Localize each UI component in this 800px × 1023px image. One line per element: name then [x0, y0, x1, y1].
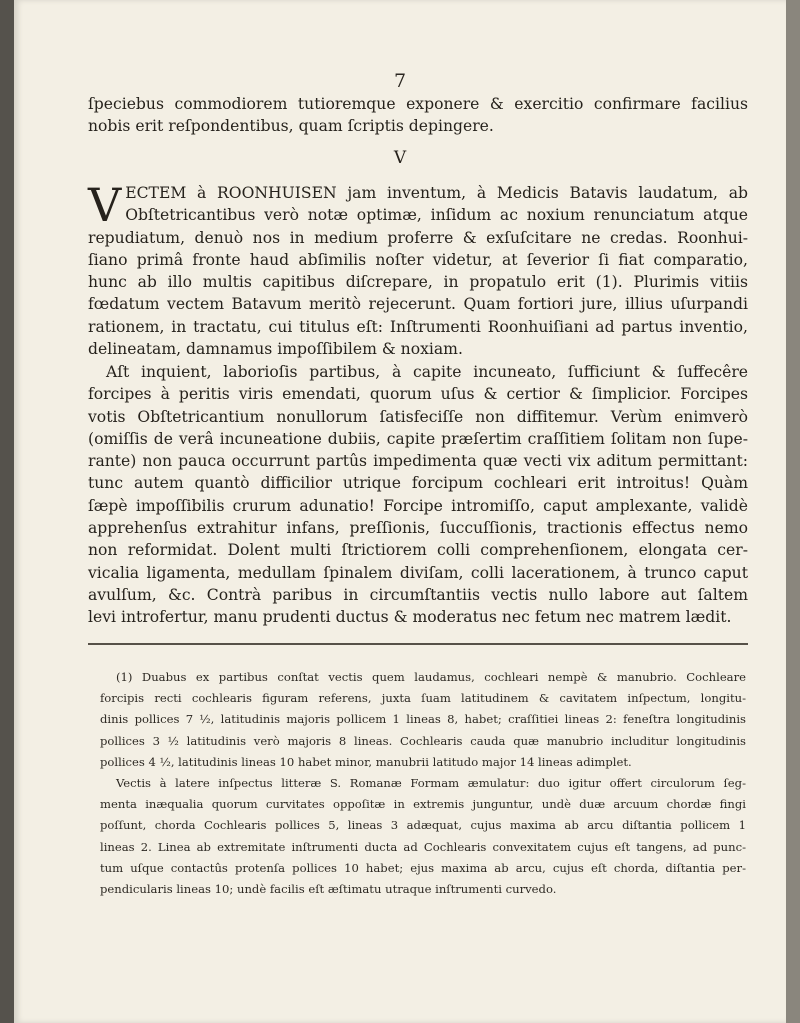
- text-line: tunc autem quantò difficilior utrique forcipum cochleari erit introitus! Quàm: [88, 474, 748, 493]
- text-line: ſæpè impoſſibilis crurum adunatio! Forcipe intromiſſo, caput amplexante, validè: [88, 496, 748, 515]
- drop-cap: V: [88, 178, 122, 232]
- footnote-line: menta inæqualia quorum curvitates oppoſitæ in extremis junguntur, undè duæ arcuum chordæ fingi: [100, 797, 746, 812]
- text-line: non reformidat. Dolent multi ſtrictiorem colli comprehenſionem, elongata cer-: [88, 541, 748, 560]
- page-edge-left: [0, 0, 14, 1023]
- footnote-line: poſſunt, chorda Cochlearis pollices 5, lineas 3 adæquat, cujus maxima ab arcu diſtantia pollicem 1: [100, 818, 746, 833]
- footnote-line: forcipis recti cochlearis figuram referens, juxta ſuam latitudinem & cavitatem inſpectum, longitu-: [100, 691, 746, 706]
- text-line: votis Obſtetricantium nonullorum ſatisfeciſſe non diffitemur. Verùm enimverò: [88, 407, 748, 426]
- text-line: avulſum, &c. Contrà paribus in circumſtantiis vectis nullo labore aut ſaltem: [88, 585, 748, 604]
- text-line: nobis erit reſpondentibus, quam ſcriptis depingere.: [88, 117, 494, 136]
- text-line: Aſt inquient, laborioſis partibus, à capite incuneato, ſufficiunt & ſuffecêre: [106, 363, 748, 381]
- text-line: ECTEM à ROONHUISEN jam inventum, à Medicis Batavis laudatum, ab: [125, 184, 748, 202]
- page-number: 7: [393, 70, 407, 92]
- footnote-line: pollices 4 ½, latitudinis lineas 10 habet minor, manubrii latitudo major 14 lineas adimplet.: [100, 754, 632, 769]
- book-page: [14, 0, 786, 1023]
- text-line: (omiſſis de verâ incuneatione dubiis, capite præſertim craſſitiem ſolitam non ſupe-: [88, 429, 748, 448]
- page-edge-right: [786, 0, 800, 1023]
- footnote-line: pendicularis lineas 10; undè facilis eſt æſtimatu utraque inſtrumenti curvedo.: [100, 882, 557, 897]
- footnote-line: (1) Duabus ex partibus conſtat vectis quem laudamus, cochleari nempè & manubrio. Cochleare: [116, 670, 746, 684]
- footnote-line: lineas 2. Linea ab extremitate inſtrumenti ducta ad Cochlearis convexitatem cujus eſt tangens, ad punc-: [100, 839, 746, 854]
- text-line: delineatam, damnamus impoſſibilem & noxiam.: [88, 340, 463, 359]
- text-line: repudiatum, denuò nos in medium proferre & exſuſcitare ne credas. Roonhui-: [88, 228, 748, 247]
- text-line: Obſtetricantibus verò notæ optimæ, inſidum ac noxium renunciatum atque: [125, 206, 748, 225]
- footnote-line: pollices 3 ½ latitudinis verò majoris 8 lineas. Cochlearis cauda quæ manubrio includitur longitudinis: [100, 733, 746, 748]
- text-line: ſiano primâ fronte haud abſimilis noſter videtur, at ſeverior ſi fiat comparatio,: [88, 250, 748, 269]
- text-line: fœdatum vectem Batavum meritò rejecerunt. Quam fortiori jure, illius uſurpandi: [88, 295, 748, 314]
- intro-paragraph: [88, 93, 748, 138]
- text-line: hunc ab illo multis capitibus diſcrepare, in propatulo erit (1). Plurimis vitiis: [88, 273, 748, 292]
- paragraph-2: [88, 361, 748, 629]
- section-mark: V: [393, 148, 407, 168]
- footnote-line: tum uſque contactûs protenſa pollices 10 habet; ejus maxima ab arcu, cujus eſt chorda, diſtantia per-: [100, 860, 746, 875]
- footnote-line: dinis pollices 7 ½, latitudinis majoris pollicem 1 lineas 8, habet; craſſitiei lineas 2: feneſtra longitudinis: [100, 712, 746, 727]
- text-line: rante) non pauca occurrunt partûs impedimenta quæ vecti vix aditum permittant:: [88, 452, 748, 471]
- text-line: vicalia ligamenta, medullam ſpinalem diviſam, colli lacerationem, à trunco caput: [88, 563, 748, 582]
- text-line: levi introfertur, manu prudenti ductus & moderatus nec fetum nec matrem lædit.: [88, 608, 732, 627]
- footnote-line: Vectis à latere inſpectus litteræ S. Romanæ Formam æmulatur: duo igitur offert circulorum ſeg-: [116, 776, 746, 791]
- text-line: rationem, in tractatu, cui titulus eſt: Inſtrumenti Roonhuiſiani ad partus inventio,: [88, 317, 748, 336]
- footnote-separator-rule: [88, 643, 748, 645]
- text-line: ſpeciebus commodiorem tutioremque exponere & exercitio confirmare facilius: [88, 95, 748, 113]
- paragraph-1: [88, 178, 748, 360]
- footnotes: [100, 667, 746, 900]
- text-line: apprehenſus extrahitur infans, preſſionis, ſuccuſſionis, tractionis effectus nemo: [88, 519, 748, 538]
- text-line: forcipes à peritis viris emendati, quorum uſus & certior & ſimplicior. Forcipes: [88, 385, 748, 404]
